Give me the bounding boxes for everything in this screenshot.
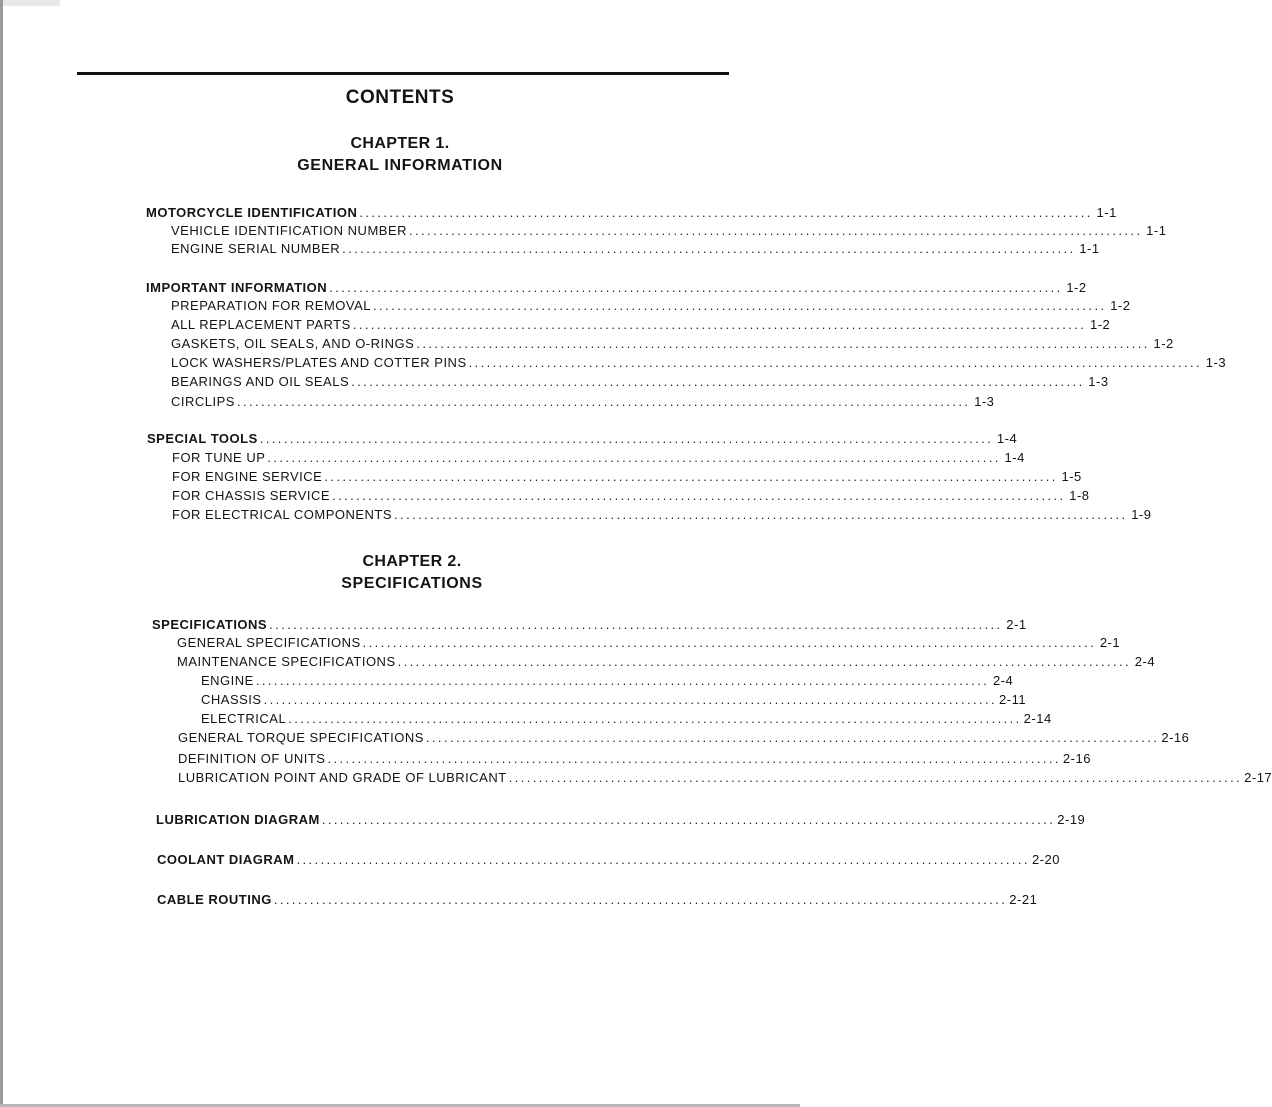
leader-dots: ..........................................................................................................................: [397, 654, 1132, 669]
toc-entry-page: 1-1: [1096, 205, 1117, 220]
toc-entry-page: 1-1: [1146, 223, 1167, 238]
toc-entry-page: 2-17: [1244, 770, 1272, 785]
leader-dots: ..........................................................................................................................: [409, 223, 1143, 238]
toc-entry-page: 2-11: [999, 692, 1027, 707]
toc-entry-page: 2-20: [1031, 852, 1060, 867]
toc-entry-label: ENGINE SERIAL NUMBER: [171, 241, 341, 256]
toc-entry-page: 2-19: [1057, 812, 1086, 827]
toc-entry-label: IMPORTANT INFORMATION: [146, 280, 328, 295]
leader-dots: ..........................................................................................................................: [359, 205, 1093, 220]
toc-entry-label: ELECTRICAL: [201, 711, 287, 726]
toc-entry-engine-serial-number[interactable]: [171, 240, 1100, 257]
chapter-2-number: CHAPTER 2.: [362, 553, 462, 570]
toc-entry-page: 1-9: [1131, 507, 1152, 522]
toc-entry-label: FOR CHASSIS SERVICE: [172, 488, 331, 503]
toc-entry-cable-routing[interactable]: [157, 891, 1038, 908]
toc-entry-electrical[interactable]: [201, 710, 1052, 727]
leader-dots: ..........................................................................................................................: [352, 317, 1087, 332]
toc-entry-page: 1-8: [1069, 488, 1090, 503]
leader-dots: ..........................................................................................................................: [273, 892, 1008, 907]
toc-entry-definition-of-units[interactable]: [178, 750, 1091, 767]
toc-entry-page: 1-3: [974, 394, 995, 409]
toc-entry-page: 1-4: [996, 431, 1018, 446]
toc-entry-label: PREPARATION FOR REMOVAL: [171, 298, 372, 313]
toc-entry-preparation-for-removal[interactable]: [171, 297, 1131, 314]
toc-entry-label: BEARINGS AND OIL SEALS: [171, 374, 350, 389]
chapter-1-title: GENERAL INFORMATION: [297, 157, 503, 174]
toc-entry-label: FOR TUNE UP: [172, 450, 266, 465]
toc-entry-page: 1-3: [1205, 355, 1227, 370]
toc-entry-page: 2-1: [1099, 635, 1121, 650]
toc-entry-label: FOR ENGINE SERVICE: [172, 469, 323, 484]
chapter-1-number: CHAPTER 1.: [350, 135, 450, 152]
leader-dots: ..........................................................................................................................: [255, 673, 990, 688]
toc-entry-page: 1-2: [1089, 317, 1111, 332]
toc-entry-label: GASKETS, OIL SEALS, AND O-RINGS: [171, 336, 415, 351]
toc-entry-label: ENGINE: [201, 673, 254, 688]
toc-entry-page: 2-16: [1062, 751, 1091, 766]
toc-entry-coolant-diagram[interactable]: [157, 851, 1060, 868]
toc-entry-for-chassis-service[interactable]: [172, 487, 1090, 504]
toc-entry-page: 1-1: [1079, 241, 1100, 256]
toc-entry-circlips[interactable]: [171, 393, 995, 410]
toc-entry-page: 1-2: [1066, 280, 1087, 295]
leader-dots: ..........................................................................................................................: [263, 692, 998, 707]
toc-entry-page: 2-1: [1006, 617, 1027, 632]
toc-entry-special-tools[interactable]: [147, 430, 1018, 447]
toc-entry-page: 2-4: [993, 673, 1014, 688]
toc-entry-general-torque-specifications[interactable]: [178, 729, 1190, 746]
leader-dots: ..........................................................................................................................: [321, 812, 1056, 827]
toc-entry-label: DEFINITION OF UNITS: [178, 751, 326, 766]
leader-dots: ..........................................................................................................................: [296, 852, 1030, 867]
page-corner-mark: [0, 0, 60, 6]
leader-dots: ..........................................................................................................................: [288, 711, 1022, 726]
toc-entry-label: SPECIFICATIONS: [152, 617, 268, 632]
toc-entry-label: VEHICLE IDENTIFICATION NUMBER: [171, 223, 408, 238]
toc-entry-label: SPECIAL TOOLS: [147, 431, 258, 446]
toc-entry-specifications[interactable]: [152, 616, 1027, 633]
toc-entry-label: LUBRICATION POINT AND GRADE OF LUBRICANT: [178, 770, 507, 785]
toc-entry-label: COOLANT DIAGRAM: [157, 852, 295, 867]
toc-entry-lock-washers-plates-cotter-pins[interactable]: [171, 354, 1227, 371]
toc-entry-for-engine-service[interactable]: [172, 468, 1082, 485]
toc-entry-page: 2-16: [1161, 730, 1190, 745]
toc-entry-label: CABLE ROUTING: [157, 892, 272, 907]
toc-entry-label: ALL REPLACEMENT PARTS: [171, 317, 351, 332]
toc-entry-bearings-and-oil-seals[interactable]: [171, 373, 1109, 390]
leader-dots: ..........................................................................................................................: [236, 394, 971, 409]
leader-dots: ..........................................................................................................................: [351, 374, 1085, 389]
toc-entry-vehicle-identification-number[interactable]: [171, 222, 1167, 239]
toc-entry-label: LOCK WASHERS/PLATES AND COTTER PINS: [171, 355, 467, 370]
toc-entry-label: CHASSIS: [201, 692, 262, 707]
toc-entry-for-tune-up[interactable]: [172, 449, 1025, 466]
leader-dots: ..........................................................................................................................: [394, 507, 1128, 522]
leader-dots: ..........................................................................................................................: [327, 751, 1061, 766]
leader-dots: ..........................................................................................................................: [259, 431, 994, 446]
leader-dots: ..........................................................................................................................: [425, 730, 1160, 745]
page-title: CONTENTS: [345, 87, 455, 108]
toc-entry-engine[interactable]: [201, 672, 1014, 689]
leader-dots: ..........................................................................................................................: [468, 355, 1203, 370]
chapter-2-title: SPECIFICATIONS: [341, 575, 483, 592]
toc-entry-label: FOR ELECTRICAL COMPONENTS: [172, 507, 393, 522]
toc-entry-all-replacement-parts[interactable]: [171, 316, 1111, 333]
toc-entry-motorcycle-identification[interactable]: [146, 204, 1117, 221]
leader-dots: ..........................................................................................................................: [267, 450, 1001, 465]
toc-entry-page: 2-4: [1134, 654, 1156, 669]
top-rule: [77, 72, 729, 75]
leader-dots: ..........................................................................................................................: [332, 488, 1066, 503]
toc-entry-chassis[interactable]: [201, 691, 1027, 708]
toc-entry-page: 2-14: [1023, 711, 1052, 726]
leader-dots: ..........................................................................................................................: [373, 298, 1107, 313]
toc-entry-page: 1-4: [1004, 450, 1025, 465]
toc-entry-general-specifications[interactable]: [177, 634, 1121, 651]
leader-dots: ..........................................................................................................................: [269, 617, 1003, 632]
toc-entry-label: CIRCLIPS: [171, 394, 235, 409]
toc-entry-label: MOTORCYCLE IDENTIFICATION: [146, 205, 358, 220]
toc-entry-label: MAINTENANCE SPECIFICATIONS: [177, 654, 396, 669]
toc-entry-page: 2-21: [1009, 892, 1038, 907]
toc-entry-label: GENERAL SPECIFICATIONS: [177, 635, 361, 650]
leader-dots: ..........................................................................................................................: [362, 635, 1097, 650]
toc-entry-for-electrical-components[interactable]: [172, 506, 1152, 523]
leader-dots: ..........................................................................................................................: [329, 280, 1063, 295]
toc-entry-page: 1-3: [1088, 374, 1109, 389]
leader-dots: ..........................................................................................................................: [508, 770, 1243, 785]
toc-entry-label: LUBRICATION DIAGRAM: [156, 812, 320, 827]
toc-entry-label: GENERAL TORQUE SPECIFICATIONS: [178, 730, 424, 745]
toc-entry-maintenance-specifications[interactable]: [177, 653, 1156, 670]
toc-entry-lubrication-diagram[interactable]: [156, 811, 1086, 828]
toc-entry-page: 1-2: [1153, 336, 1174, 351]
toc-entry-page: 1-2: [1110, 298, 1131, 313]
leader-dots: ..........................................................................................................................: [324, 469, 1058, 484]
toc-entry-page: 1-5: [1061, 469, 1082, 484]
leader-dots: ..........................................................................................................................: [416, 336, 1150, 351]
toc-entry-important-information[interactable]: [146, 279, 1087, 296]
toc-entry-gaskets-oil-seals-o-rings[interactable]: [171, 335, 1174, 352]
leader-dots: ..........................................................................................................................: [342, 241, 1076, 256]
toc-entry-lubrication-point-and-grade[interactable]: [178, 769, 1272, 786]
